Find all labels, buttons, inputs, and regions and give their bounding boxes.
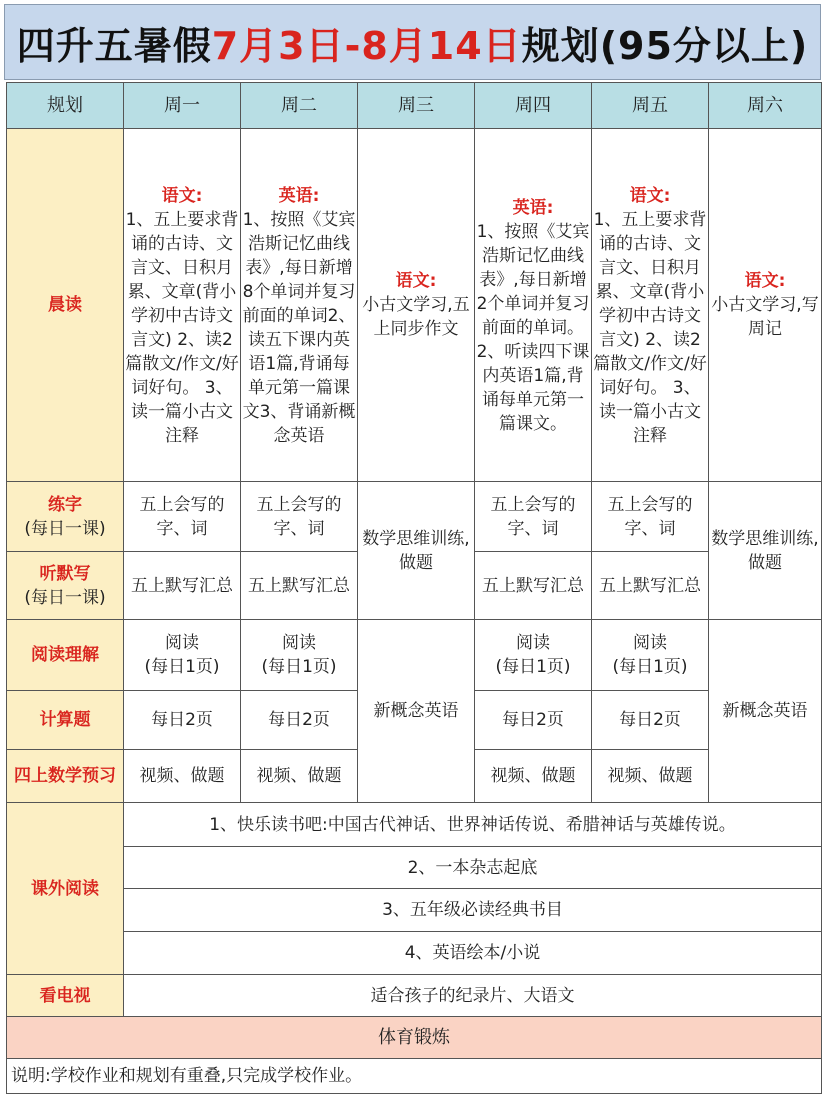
cell-text: 1、五上要求背诵的古诗、文言文、日积月累、文章(背小学初中古诗文言文) 2、读2篇散文/作文/好词好句。 3、读一篇小古文注释 bbox=[125, 210, 239, 446]
title-part1: 四升五暑假 bbox=[16, 23, 212, 68]
row-label-reading: 阅读理解 bbox=[7, 620, 124, 691]
cell-text: 1、按照《艾宾浩斯记忆曲线表》,每日新增8个单词并复习前面的单词2、读五下课内英语1篇,背诵每单元第一篇课文3、背诵新概念英语 bbox=[242, 210, 356, 446]
header-thu: 周四 bbox=[475, 83, 592, 129]
cell-morning-tue bbox=[241, 129, 358, 482]
row-label-dictation-title: 听默写 bbox=[39, 563, 91, 584]
row-label-preview: 四上数学预习 bbox=[7, 750, 124, 803]
row-label-dictation-note: (每日一课) bbox=[24, 587, 106, 608]
row-label-writing-note: (每日一课) bbox=[24, 518, 106, 539]
header-tue: 周二 bbox=[241, 83, 358, 129]
table-row-tv bbox=[7, 975, 822, 1017]
cell-calc-thu: 每日2页 bbox=[475, 691, 592, 750]
subject-label: 语文: bbox=[161, 186, 203, 206]
table-row-morning bbox=[7, 129, 822, 482]
table-row-extra-2 bbox=[7, 847, 822, 889]
cell-preview-fri: 视频、做题 bbox=[592, 750, 709, 803]
subject-label: 语文: bbox=[395, 271, 437, 291]
cell-text: 小古文学习,写周记 bbox=[711, 295, 819, 339]
row-label-calc: 计算题 bbox=[7, 691, 124, 750]
cell-preview-thu: 视频、做题 bbox=[475, 750, 592, 803]
subject-label: 语文: bbox=[629, 186, 671, 206]
cell-math-wed: 数学思维训练,做题 bbox=[358, 482, 475, 620]
reading-note: (每日1页) bbox=[495, 657, 571, 677]
reading-note: (每日1页) bbox=[261, 657, 337, 677]
page-title bbox=[4, 4, 821, 80]
cell-text: 小古文学习,五上同步作文 bbox=[362, 295, 470, 339]
cell-text: 1、按照《艾宾浩斯记忆曲线表》,每日新增2个单词并复习前面的单词。 2、听读四下课内英语1篇,背诵每单元第一篇课文。 bbox=[476, 222, 590, 434]
extra-reading-item: 1、快乐读书吧:中国古代神话、世界神话传说、希腊神话与英雄传说。 bbox=[124, 803, 822, 847]
table-row-extra-4 bbox=[7, 932, 822, 975]
cell-preview-tue: 视频、做题 bbox=[241, 750, 358, 803]
reading-note: (每日1页) bbox=[144, 657, 220, 677]
subject-label: 英语: bbox=[512, 198, 554, 218]
reading-text: 阅读 bbox=[516, 633, 550, 653]
title-part3: 规划(95分以上) bbox=[521, 23, 809, 68]
row-label-writing-title: 练字 bbox=[48, 494, 82, 515]
row-label-extra: 课外阅读 bbox=[7, 803, 124, 975]
cell-text: 1、五上要求背诵的古诗、文言文、日积月累、文章(背小学初中古诗文言文) 2、读2篇散文/作文/好词好句。 3、读一篇小古文注释 bbox=[593, 210, 707, 446]
extra-reading-item: 3、五年级必读经典书目 bbox=[124, 889, 822, 932]
cell-dictation-fri: 五上默写汇总 bbox=[592, 552, 709, 620]
reading-note: (每日1页) bbox=[612, 657, 688, 677]
cell-morning-thu bbox=[475, 129, 592, 482]
table-row-note bbox=[7, 1059, 822, 1094]
header-plan: 规划 bbox=[7, 83, 124, 129]
cell-morning-wed bbox=[358, 129, 475, 482]
cell-morning-sat bbox=[709, 129, 822, 482]
header-sat: 周六 bbox=[709, 83, 822, 129]
row-label-tv: 看电视 bbox=[7, 975, 124, 1017]
header-wed: 周三 bbox=[358, 83, 475, 129]
extra-reading-item: 2、一本杂志起底 bbox=[124, 847, 822, 889]
cell-dictation-mon: 五上默写汇总 bbox=[124, 552, 241, 620]
reading-text: 阅读 bbox=[165, 633, 199, 653]
cell-calc-mon: 每日2页 bbox=[124, 691, 241, 750]
row-label-writing bbox=[7, 482, 124, 552]
cell-math-sat: 数学思维训练,做题 bbox=[709, 482, 822, 620]
extra-reading-item: 4、英语绘本/小说 bbox=[124, 932, 822, 975]
cell-reading-thu bbox=[475, 620, 592, 691]
cell-dictation-tue: 五上默写汇总 bbox=[241, 552, 358, 620]
header-fri: 周五 bbox=[592, 83, 709, 129]
reading-text: 阅读 bbox=[633, 633, 667, 653]
cell-writing-tue: 五上会写的字、词 bbox=[241, 482, 358, 552]
cell-calc-tue: 每日2页 bbox=[241, 691, 358, 750]
header-mon: 周一 bbox=[124, 83, 241, 129]
cell-sport: 体育锻炼 bbox=[7, 1017, 822, 1059]
cell-preview-mon: 视频、做题 bbox=[124, 750, 241, 803]
cell-english-wed: 新概念英语 bbox=[358, 620, 475, 803]
cell-reading-mon bbox=[124, 620, 241, 691]
cell-writing-fri: 五上会写的字、词 bbox=[592, 482, 709, 552]
plan-table bbox=[6, 82, 822, 1094]
table-row-extra-3 bbox=[7, 889, 822, 932]
cell-reading-fri bbox=[592, 620, 709, 691]
cell-writing-thu: 五上会写的字、词 bbox=[475, 482, 592, 552]
cell-reading-tue bbox=[241, 620, 358, 691]
cell-tv: 适合孩子的纪录片、大语文 bbox=[124, 975, 822, 1017]
cell-writing-mon: 五上会写的字、词 bbox=[124, 482, 241, 552]
title-dates: 7月3日-8月14日 bbox=[211, 23, 522, 68]
row-label-morning: 晨读 bbox=[7, 129, 124, 482]
table-row-extra-1 bbox=[7, 803, 822, 847]
subject-label: 英语: bbox=[278, 186, 320, 206]
table-row-sport bbox=[7, 1017, 822, 1059]
table-row-reading bbox=[7, 620, 822, 691]
cell-morning-mon bbox=[124, 129, 241, 482]
cell-note: 说明:学校作业和规划有重叠,只完成学校作业。 bbox=[7, 1059, 822, 1094]
table-row-writing bbox=[7, 482, 822, 552]
cell-dictation-thu: 五上默写汇总 bbox=[475, 552, 592, 620]
cell-english-sat: 新概念英语 bbox=[709, 620, 822, 803]
cell-morning-fri bbox=[592, 129, 709, 482]
cell-calc-fri: 每日2页 bbox=[592, 691, 709, 750]
subject-label: 语文: bbox=[744, 271, 786, 291]
table-header-row bbox=[7, 83, 822, 129]
reading-text: 阅读 bbox=[282, 633, 316, 653]
row-label-dictation bbox=[7, 552, 124, 620]
